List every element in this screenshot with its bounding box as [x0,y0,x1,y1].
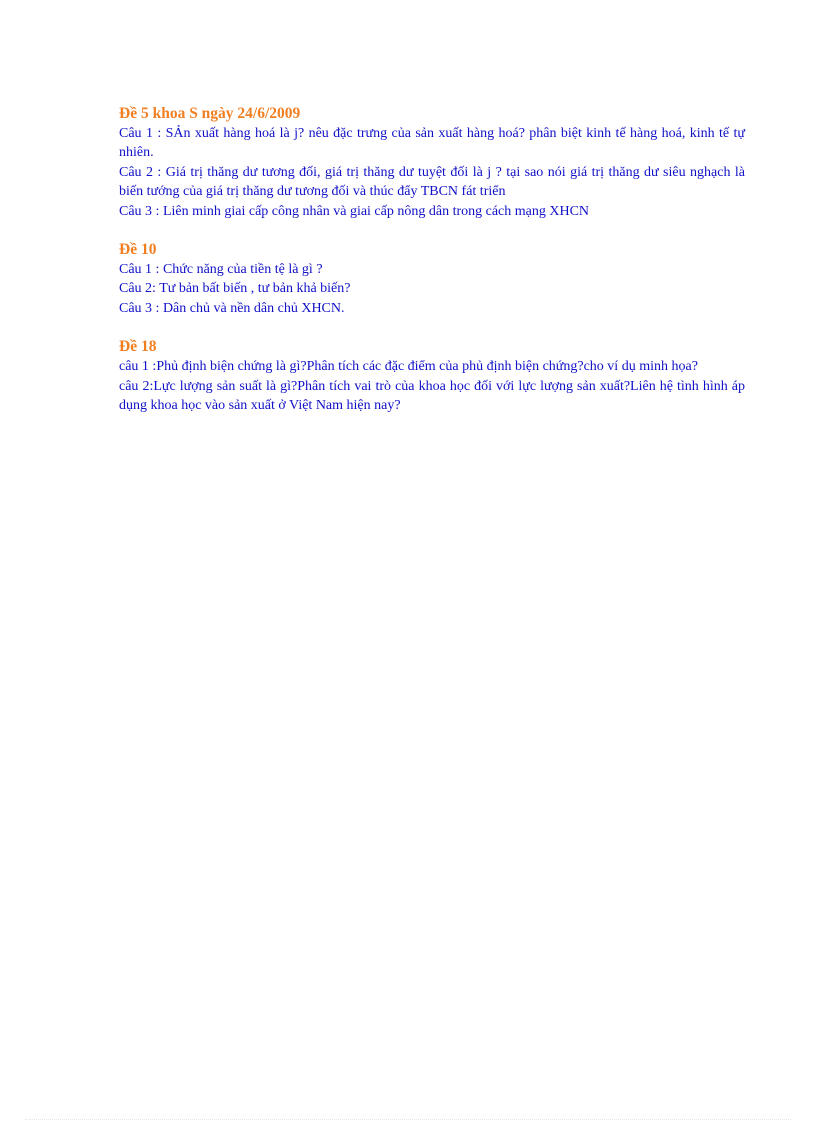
question-2: câu 2:Lực lượng sản suất là gì?Phân tích vai trò của khoa học đối với lực lượng sản xuất?Liên hệ tình hình áp dụng khoa học vào sản xuất ở Việt Nam hiện nay? [119,378,745,414]
question-2: Câu 2 : Giá trị thăng dư tương đối, giá trị thăng dư tuyệt đối là j ? tại sao nói giá trị thăng dư siêu nghạch là biến tướng của giá trị thăng dư tương đối và thúc đẩy TBCN fát triển [119,164,745,200]
section-heading: Đề 10 [119,241,157,259]
exam-section-de-18 [119,337,745,415]
question-1: câu 1 :Phủ định biện chứng là gì?Phân tích các đặc điểm của phủ định biện chứng?cho ví dụ minh họa? [119,359,698,375]
document-content [119,104,745,434]
section-heading: Đề 5 khoa S ngày 24/6/2009 [119,105,301,122]
question-2: Câu 2: Tư bản bất biến , tư bản khả biến? [119,281,351,297]
page-bottom-divider [25,1119,791,1120]
section-heading: Đề 18 [119,338,157,356]
question-1: Câu 1 : Chức năng của tiền tệ là gì ? [119,262,323,278]
exam-section-de-5 [119,104,745,221]
question-3: Câu 3 : Liên minh giai cấp công nhân và giai cấp nông dân trong cách mạng XHCN [119,203,590,219]
exam-section-de-10 [119,240,745,318]
question-1: Câu 1 : SẢn xuất hàng hoá là j? nêu đặc trưng của sản xuất hàng hoá? phân biệt kinh tế hàng hoá, kinh tế tự nhiên. [119,126,745,161]
question-3: Câu 3 : Dân chủ và nền dân chủ XHCN. [119,300,345,316]
